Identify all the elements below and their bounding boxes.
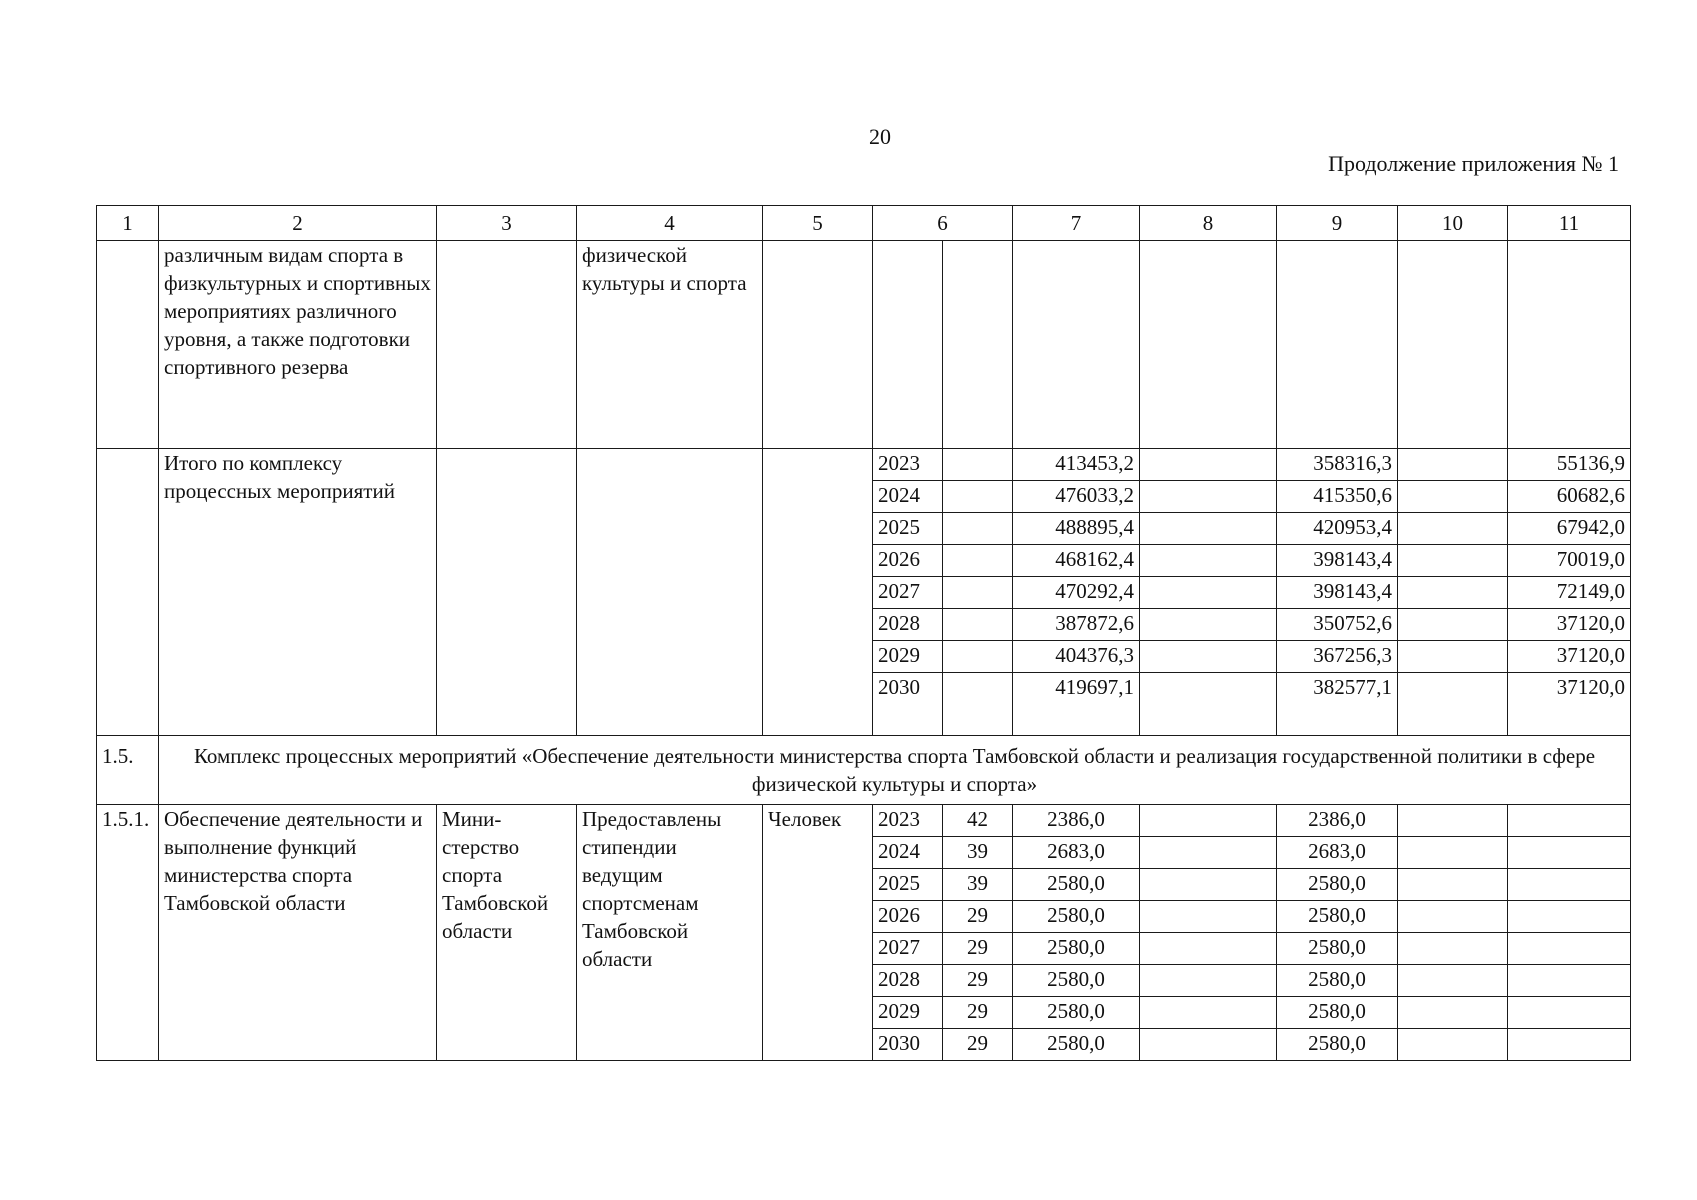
header-cell: 10 (1398, 206, 1508, 241)
total-cell: 382577,1 (1277, 673, 1398, 736)
item-result: Предоставлены стипендии ведущим спортсменам Тамбовской области (577, 805, 763, 1061)
total-cell: 398143,4 (1277, 577, 1398, 609)
section-row (97, 736, 1631, 805)
qty-cell: 29 (943, 965, 1013, 997)
total-cell: 367256,3 (1277, 641, 1398, 673)
item-cell: 2580,0 (1277, 901, 1398, 933)
appendix-note: Продолжение приложения № 1 (1328, 151, 1619, 176)
total-cell: 67942,0 (1508, 513, 1631, 545)
total-cell: 476033,2 (1013, 481, 1140, 513)
continued-row (97, 241, 1631, 449)
item-cell: 2683,0 (1013, 837, 1140, 869)
header-row (97, 206, 1631, 241)
item-cell: 2580,0 (1277, 869, 1398, 901)
qty-cell: 29 (943, 997, 1013, 1029)
item-cell: 2580,0 (1013, 869, 1140, 901)
qty-cell: 29 (943, 933, 1013, 965)
qty-cell: 39 (943, 837, 1013, 869)
qty-cell: 29 (943, 1029, 1013, 1061)
item-cell: 2580,0 (1277, 1029, 1398, 1061)
year-cell: 2023 (873, 449, 943, 481)
total-cell: 468162,4 (1013, 545, 1140, 577)
header-cell: 11 (1508, 206, 1631, 241)
header-cell: 9 (1277, 206, 1398, 241)
year-cell: 2028 (873, 965, 943, 997)
total-cell: 398143,4 (1277, 545, 1398, 577)
year-cell: 2026 (873, 901, 943, 933)
total-cell: 413453,2 (1013, 449, 1140, 481)
header-cell: 7 (1013, 206, 1140, 241)
year-cell: 2024 (873, 837, 943, 869)
total-cell: 72149,0 (1508, 577, 1631, 609)
year-cell: 2025 (873, 869, 943, 901)
item-executor: Мини-стерство спорта Тамбовской области (437, 805, 577, 1061)
qty-cell: 42 (943, 805, 1013, 837)
item-cell: 2580,0 (1277, 997, 1398, 1029)
total-cell: 358316,3 (1277, 449, 1398, 481)
page-number: 20 (869, 124, 891, 149)
total-cell: 420953,4 (1277, 513, 1398, 545)
total-row (97, 449, 1631, 481)
total-cell: 470292,4 (1013, 577, 1140, 609)
section-number: 1.5. (97, 736, 159, 805)
item-cell: 2386,0 (1277, 805, 1398, 837)
item-cell: 2580,0 (1013, 965, 1140, 997)
total-cell: 415350,6 (1277, 481, 1398, 513)
year-cell: 2030 (873, 673, 943, 736)
item-number: 1.5.1. (97, 805, 159, 1061)
year-cell: 2025 (873, 513, 943, 545)
section-title: Комплекс процессных мероприятий «Обеспечение деятельности министерства спорта Тамбовской области и реализация государственной политики в сфере физической культуры и спорта» (159, 736, 1631, 805)
header-cell: 6 (873, 206, 1013, 241)
total-cell: 55136,9 (1508, 449, 1631, 481)
total-cell: 60682,6 (1508, 481, 1631, 513)
total-cell: 37120,0 (1508, 673, 1631, 736)
item-row (97, 805, 1631, 837)
item-cell: 2386,0 (1013, 805, 1140, 837)
continued-description: различным видам спорта в физкультурных и спортивных мероприятиях различного уровня, а также подготовки спортивного резерва (159, 241, 437, 449)
item-cell: 2580,0 (1013, 1029, 1140, 1061)
item-cell: 2683,0 (1277, 837, 1398, 869)
total-cell: 387872,6 (1013, 609, 1140, 641)
total-cell: 37120,0 (1508, 641, 1631, 673)
item-cell: 2580,0 (1013, 997, 1140, 1029)
total-cell: 404376,3 (1013, 641, 1140, 673)
total-cell: 350752,6 (1277, 609, 1398, 641)
year-cell: 2024 (873, 481, 943, 513)
year-cell: 2029 (873, 997, 943, 1029)
item-cell: 2580,0 (1277, 965, 1398, 997)
item-cell: 2580,0 (1013, 901, 1140, 933)
header-cell: 5 (763, 206, 873, 241)
header-cell: 4 (577, 206, 763, 241)
year-cell: 2030 (873, 1029, 943, 1061)
item-cell: 2580,0 (1013, 933, 1140, 965)
item-description: Обеспечение деятельности и выполнение функций министерства спорта Тамбовской области (159, 805, 437, 1061)
year-cell: 2029 (873, 641, 943, 673)
total-cell: 70019,0 (1508, 545, 1631, 577)
header-cell: 2 (159, 206, 437, 241)
year-cell: 2027 (873, 933, 943, 965)
item-cell: 2580,0 (1277, 933, 1398, 965)
continued-result: физической культуры и спорта (577, 241, 763, 449)
year-cell: 2027 (873, 577, 943, 609)
qty-cell: 39 (943, 869, 1013, 901)
total-cell: 37120,0 (1508, 609, 1631, 641)
total-cell: 488895,4 (1013, 513, 1140, 545)
total-cell: 419697,1 (1013, 673, 1140, 736)
year-cell: 2026 (873, 545, 943, 577)
total-label: Итого по комплексу процессных мероприятий (159, 449, 437, 736)
header-cell: 3 (437, 206, 577, 241)
header-cell: 1 (97, 206, 159, 241)
program-table (96, 205, 1631, 1061)
item-unit: Человек (763, 805, 873, 1061)
year-cell: 2023 (873, 805, 943, 837)
header-cell: 8 (1140, 206, 1277, 241)
qty-cell: 29 (943, 901, 1013, 933)
year-cell: 2028 (873, 609, 943, 641)
